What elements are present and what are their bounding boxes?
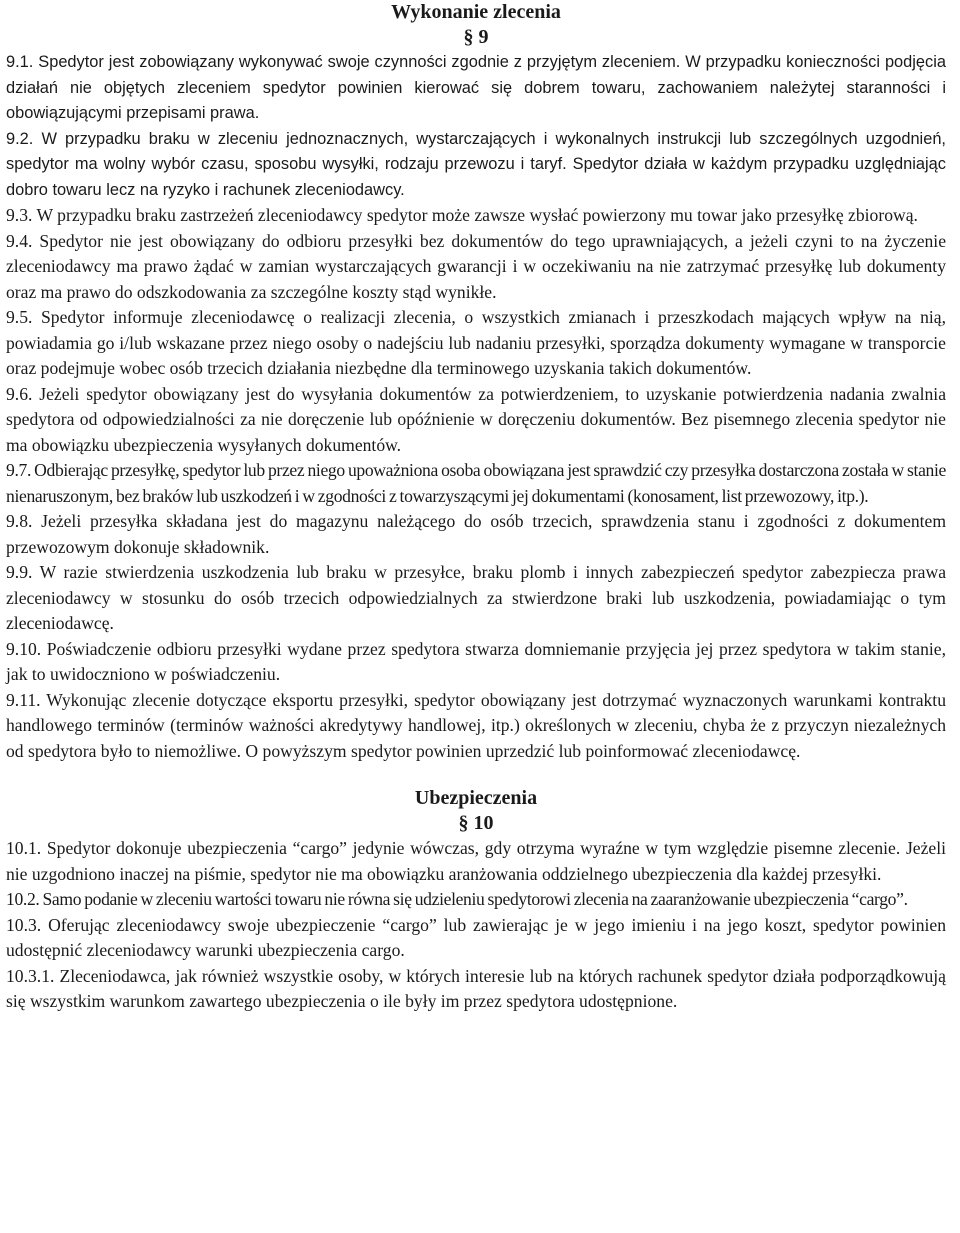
section-10-title: Ubezpieczenia xyxy=(414,787,538,809)
section-9-heading xyxy=(6,0,946,50)
section-10-symbol: § 10 xyxy=(458,812,494,834)
paragraph-10-3: 10.3. Oferując zleceniodawcy swoje ubezpieczenie “cargo” lub zawierając je w jego imieniu i na jego koszt, spedytor powinien udostępnić zleceniodawcy warunki ubezpieczenia cargo. xyxy=(6,914,946,960)
section-10-heading xyxy=(6,786,946,836)
paragraph-9-5: 9.5. Spedytor informuje zleceniodawcę o realizacji zlecenia, o wszystkich zmianach i przeszkodach mających wpływ na nią, powiadamia go i/lub wskazane przez niego osoby o nadejściu lub nadaniu przesyłki, sporządza dokumenty wymagane w transporcie oraz podejmuje wobec osób trzecich działania niezbędne dla terminowego uzyskania takich dokumentów. xyxy=(6,307,946,378)
paragraph-10-1: 10.1. Spedytor dokonuje ubezpieczenia “cargo” jedynie wówczas, gdy otrzyma wyraźne w tym względzie pisemne zlecenie. Jeżeli nie uzgodniono inaczej na piśmie, spedytor nie ma obowiązku aranżowania oddzielnego ubezpieczenia dla każdej przesyłki. xyxy=(6,838,946,884)
section-9-symbol: § 9 xyxy=(463,26,489,48)
paragraph-10-2: 10.2. Samo podanie w zleceniu wartości towaru nie równa się udzieleniu spedytorowi zlecenia na zaaranżowanie ubezpieczenia “cargo”. xyxy=(6,889,908,909)
paragraph-9-7: 9.7. Odbierając przesyłkę, spedytor lub przez niego upoważniona osoba obowiązana jest sprawdzić czy przesyłka dostarczona została w stanie nienaruszonym, bez braków lub uszkodzeń i w zgodności z towarzyszącymi jej dokumentami (konosament, list przewozowy, itp.). xyxy=(6,460,946,506)
paragraph-9-9: 9.9. W razie stwierdzenia uszkodzenia lub braku w przesyłce, braku plomb i innych zabezpieczeń spedytor zabezpiecza prawa zleceniodawcy w stosunku do osób trzecich odpowiedzialnych za stwierdzone braki lub uszkodzenia, powiadamiając o tym zleceniodawcę. xyxy=(6,562,946,633)
paragraph-9-1: 9.1. Spedytor jest zobowiązany wykonywać swoje czynności zgodnie z przyjętym zleceniem. W przypadku konieczności podjęcia działań nie objętych zleceniem spedytor powinien kierować się dobrem towaru, zachowaniem należytej staranności i obowiązującymi przepisami prawa. xyxy=(6,53,946,122)
paragraph-9-8: 9.8. Jeżeli przesyłka składana jest do magazynu należącego do osób trzecich, sprawdzenia stanu i zgodności z dokumentem przewozowym dokonuje składownik. xyxy=(6,511,946,557)
paragraph-9-10: 9.10. Poświadczenie odbioru przesyłki wydane przez spedytora stwarza domniemanie przyjęcia jej przez spedytora w takim stanie, jak to uwidoczniono w poświadczeniu. xyxy=(6,638,946,684)
paragraph-9-2: 9.2. W przypadku braku w zleceniu jednoznacznych, wystarczających i wykonalnych instrukcji lub szczególnych uzgodnień, spedytor ma wolny wybór czasu, sposobu wysyłki, rodzaju przewozu i taryf. Spedytor działa w każdym przypadku uzględniając dobro towaru lecz na ryzyko i rachunek zleceniodawcy. xyxy=(6,129,946,199)
section-9-title: Wykonanie zlecenia xyxy=(391,1,561,23)
section-gap xyxy=(6,764,946,786)
paragraph-9-3: 9.3. W przypadku braku zastrzeżeń zleceniodawcy spedytor może zawsze wysłać powierzony mu towar jako przesyłkę zbiorową. xyxy=(6,205,918,225)
paragraph-10-3-1: 10.3.1. Zleceniodawca, jak również wszystkie osoby, w których interesie lub na których rachunek spedytor działa podporządkowują się wszystkim warunkom zawartego ubezpieczenia o ile były im przez spedytora udostępnione. xyxy=(6,965,946,1011)
paragraph-9-6: 9.6. Jeżeli spedytor obowiązany jest do wysyłania dokumentów za potwierdzeniem, to uzyskanie potwierdzenia nadania zwalnia spedytora od odpowiedzialności za nie doręczenie lub opóźnienie w doręczeniu dokumentów. Bez pisemnego zlecenia spedytor nie ma obowiązku ubezpieczenia wysyłanych dokumentów. xyxy=(6,383,946,455)
paragraph-9-4: 9.4. Spedytor nie jest obowiązany do odbioru przesyłki bez dokumentów do tego uprawniających, a jeżeli czyni to na życzenie zleceniodawcy ma prawo żądać w zamian wystarczających gwarancji i w oczekiwaniu na nie zatrzymać przesyłkę lub dokumenty oraz ma prawo do odszkodowania za szczególne koszty stąd wynikłe. xyxy=(6,230,946,302)
paragraph-9-11: 9.11. Wykonując zlecenie dotyczące eksportu przesyłki, spedytor obowiązany jest dotrzymać wyznaczonych warunkami kontraktu handlowego terminów (terminów ważności akredytywy handlowej, itp.) określonych w zleceniu, chyba że z przyczyn niezależnych od spedytora było to niemożliwe. O powyższym spedytor powinien uprzedzić lub poinformować zleceniodawcę. xyxy=(6,689,946,761)
